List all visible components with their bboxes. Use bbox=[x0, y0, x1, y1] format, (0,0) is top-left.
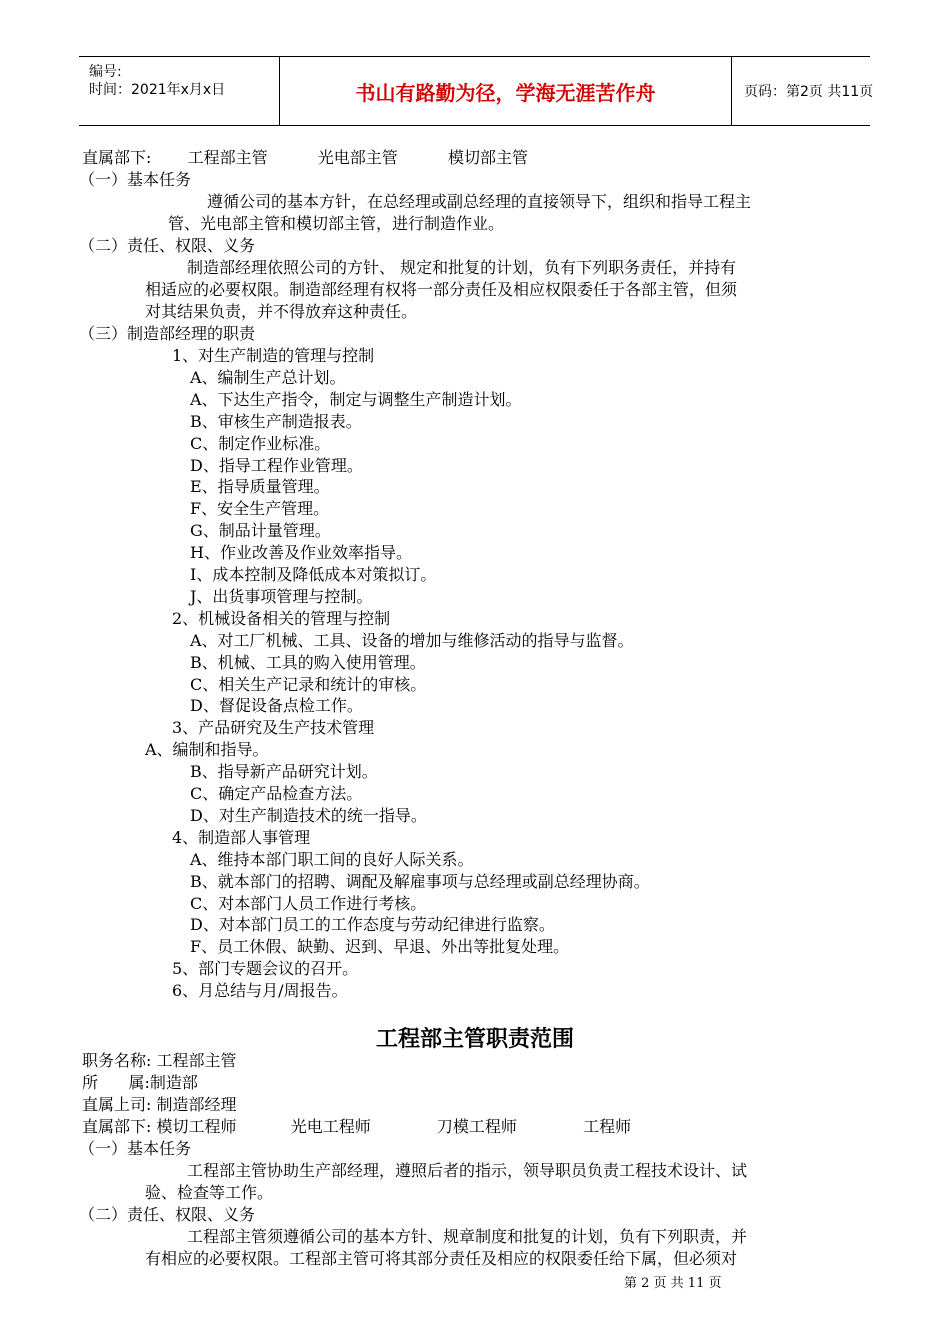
duty-item: D、对生产制造技术的统一指导。 bbox=[190, 805, 427, 825]
duty-item: I、成本控制及降低成本对策拟订。 bbox=[190, 565, 437, 584]
paragraph-line: 有相应的必要权限。工程部主管可将其部分责任及相应的权限委任给下属，但必须对 bbox=[145, 1249, 738, 1268]
duty-item: J、出货事项管理与控制。 bbox=[190, 586, 373, 606]
duty-item: E、指导质量管理。 bbox=[190, 477, 330, 497]
superior-value: 制造部经理 bbox=[156, 1095, 237, 1114]
header-meta bbox=[79, 57, 279, 125]
subordinates-label: 直属部下: bbox=[82, 1117, 152, 1136]
duty-item: A、编制生产总计划。 bbox=[190, 367, 346, 387]
paragraph-line: 工程部主管协助生产部经理，遵照后者的指示，领导职员负责工程技术设计、试 bbox=[187, 1161, 748, 1180]
section-heading: （一）基本任务 bbox=[79, 170, 192, 189]
subordinates-label: 直属部下: bbox=[82, 148, 152, 167]
header-page-info: 页码：第2页 共11页 bbox=[744, 84, 874, 100]
paragraph-line: 对其结果负责，并不得放弃这种责任。 bbox=[145, 302, 418, 321]
duty-item: A、下达生产指令，制定与调整生产制造计划。 bbox=[190, 389, 522, 409]
duty-item: H、作业改善及作业效率指导。 bbox=[190, 543, 412, 563]
position-row bbox=[82, 1050, 237, 1072]
paragraph-line: 遵循公司的基本方针，在总经理或副总经理的直接领导下，组织和指导工程主 bbox=[207, 192, 752, 211]
doc-number-label: 编号: bbox=[89, 64, 122, 80]
duty-heading: 3、产品研究及生产技术管理 bbox=[172, 718, 375, 738]
dept-value: 制造部 bbox=[149, 1073, 198, 1092]
section-heading: （二）责任、权限、义务 bbox=[79, 1205, 256, 1224]
duty-item: D、对本部门员工的工作态度与劳动纪律进行监察。 bbox=[190, 915, 555, 935]
subordinate-item: 模切部主管 bbox=[448, 148, 529, 167]
duty-item: C、对本部门人员工作进行考核。 bbox=[190, 893, 427, 913]
duty-item: C、确定产品检查方法。 bbox=[190, 784, 363, 803]
subordinates-row bbox=[82, 147, 528, 169]
subordinate-item: 工程部主管 bbox=[187, 148, 268, 167]
paragraph-line: 管、光电部主管和模切部主管，进行制造作业。 bbox=[168, 214, 505, 233]
duty-heading: 1、对生产制造的管理与控制 bbox=[172, 346, 375, 365]
section-heading: （一）基本任务 bbox=[79, 1139, 192, 1158]
subordinate-item: 模切工程师 bbox=[156, 1117, 237, 1136]
doc-time-label: 时间：2021年x月x日 bbox=[89, 82, 226, 98]
superior-row bbox=[82, 1094, 237, 1116]
paragraph-line: 工程部主管须遵循公司的基本方针、规章制度和批复的计划，负有下列职责，并 bbox=[187, 1227, 748, 1246]
duty-heading: 5、部门专题会议的召开。 bbox=[172, 959, 359, 979]
duty-item: A、编制和指导。 bbox=[145, 740, 269, 760]
page-header bbox=[79, 56, 874, 126]
paragraph-line: 相适应的必要权限。制造部经理有权将一部分责任及相应权限委任于各部主管，但须 bbox=[145, 280, 738, 299]
subordinate-item: 工程师 bbox=[583, 1117, 632, 1136]
dept-label: 所 属: bbox=[82, 1073, 150, 1092]
paragraph-line: 制造部经理依照公司的方针、 规定和批复的计划，负有下列职务责任，并持有 bbox=[187, 258, 737, 277]
subordinates-row bbox=[82, 1116, 631, 1138]
duty-item: B、指导新产品研究计划。 bbox=[190, 762, 378, 782]
position-label: 职务名称: bbox=[82, 1051, 152, 1070]
position-value: 工程部主管 bbox=[156, 1051, 237, 1070]
paragraph-line: 验、检查等工作。 bbox=[145, 1183, 274, 1202]
duty-item: C、制定作业标准。 bbox=[190, 433, 331, 453]
section-heading: （二）责任、权限、义务 bbox=[79, 236, 256, 255]
subordinate-item: 刀模工程师 bbox=[436, 1117, 517, 1136]
duty-heading: 4、制造部人事管理 bbox=[172, 827, 311, 847]
duty-item: C、相关生产记录和统计的审核。 bbox=[190, 674, 427, 694]
subordinate-item: 光电部主管 bbox=[317, 148, 398, 167]
duty-item: F、员工休假、缺勤、迟到、早退、外出等批复处理。 bbox=[190, 937, 570, 957]
duty-heading: 6、月总结与月/周报告。 bbox=[172, 981, 348, 1001]
section-title: 工程部主管职责范围 bbox=[375, 1027, 574, 1052]
duty-item: B、机械、工具的购入使用管理。 bbox=[190, 652, 426, 672]
duty-item: D、督促设备点检工作。 bbox=[190, 696, 363, 716]
duty-item: F、安全生产管理。 bbox=[190, 499, 330, 519]
duty-item: A、维持本部门职工间的良好人际关系。 bbox=[190, 849, 474, 869]
dept-row bbox=[82, 1072, 198, 1094]
header-motto: 书山有路勤为径，学海无涯苦作舟 bbox=[279, 57, 732, 125]
duty-item: G、制品计量管理。 bbox=[190, 521, 331, 541]
duty-item: A、对工厂机械、工具、设备的增加与维修活动的指导与监督。 bbox=[190, 630, 634, 650]
duty-item: B、就本部门的招聘、调配及解雇事项与总经理或副总经理协商。 bbox=[190, 871, 650, 891]
page-footer: 第 2 页 共 11 页 bbox=[624, 1276, 722, 1291]
duty-item: D、指导工程作业管理。 bbox=[190, 455, 363, 475]
superior-label: 直属上司: bbox=[82, 1095, 152, 1114]
duty-item: B、审核生产制造报表。 bbox=[190, 411, 362, 431]
duty-heading: 2、机械设备相关的管理与控制 bbox=[172, 608, 391, 628]
subordinate-item: 光电工程师 bbox=[290, 1117, 371, 1136]
section-heading: （三）制造部经理的职责 bbox=[79, 324, 256, 343]
